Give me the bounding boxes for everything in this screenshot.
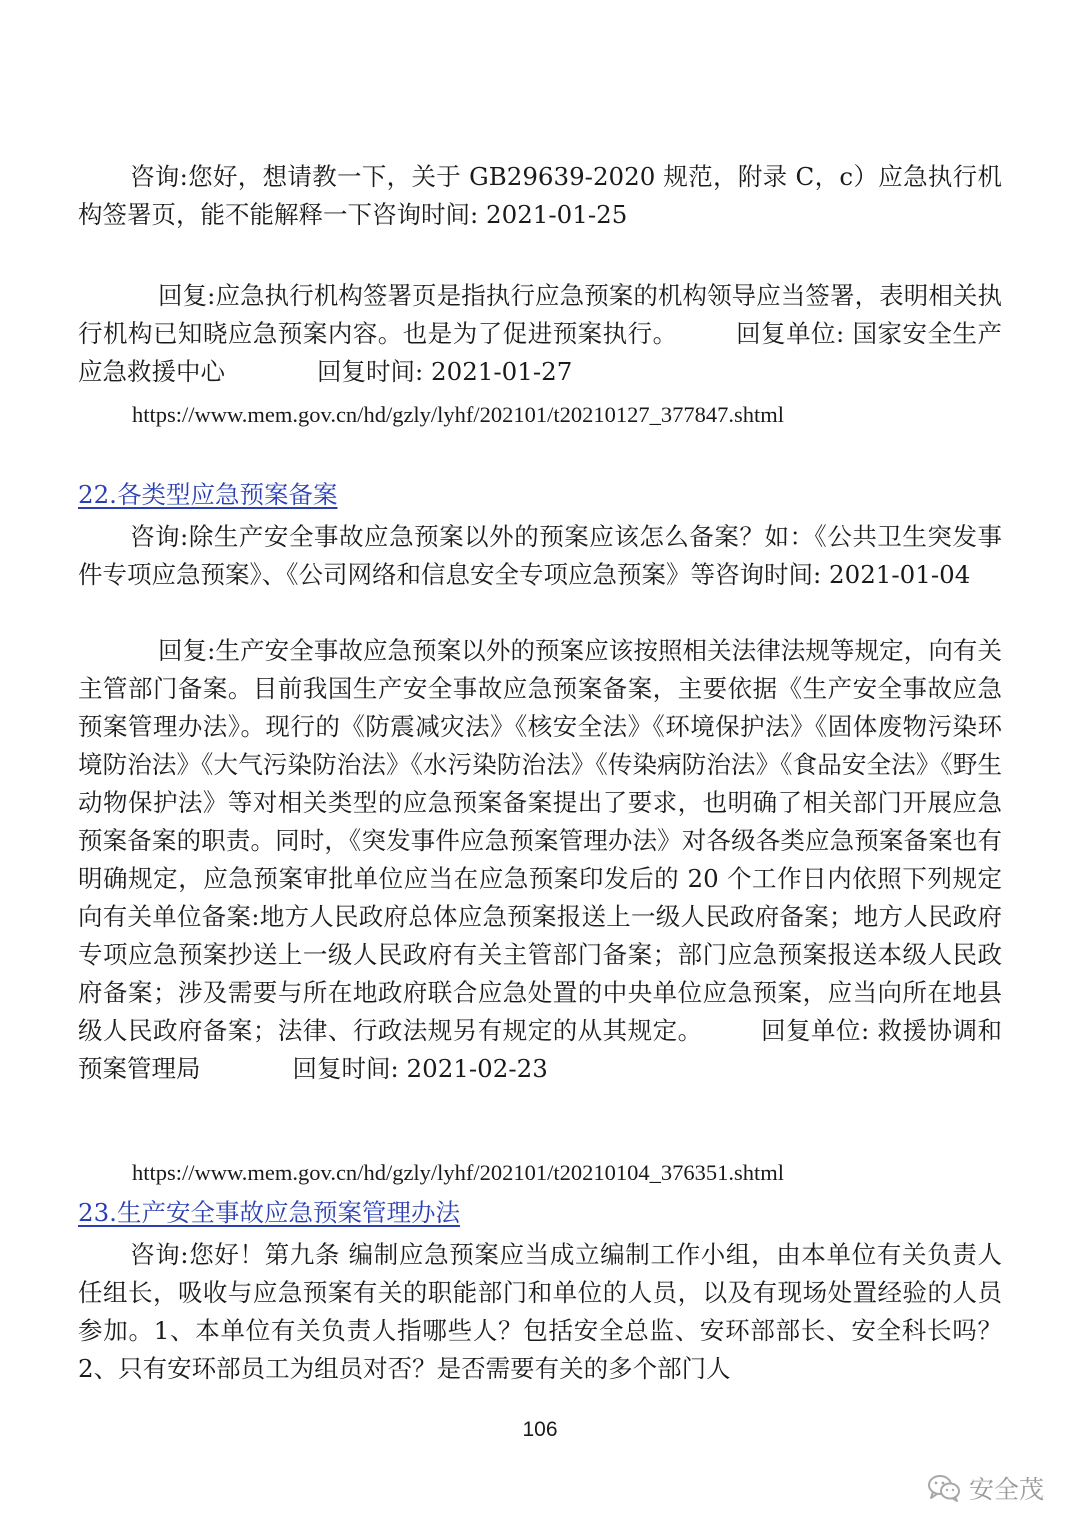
s23-question: 咨询:您好！第九条 编制应急预案应当成立编制工作小组，由本单位有关负责人任组长，吸收与应急预案有关的职能部门和单位的人员，以及有现场处置经验的人员参加。1、本单位有关负责人指哪些人？包括安全总监、安环部部长、安全科长吗？2、只有安环部员工为组员对否？是否需要有关的多个部门人 bbox=[78, 1240, 1002, 1383]
s22-reply: 回复:生产安全事故应急预案以外的预案应该按照相关法律法规等规定，向有关主管部门备案。目前我国生产安全事故应急预案备案，主要依据《生产安全事故应急预案管理办法》。现行的《防震减灾法》《核安全法》《环境保护法》《固体废物污染环境防治法》《大气污染防治法》《水污染防治法》《传染病防治法》《食品安全法》《野生动物保护法》等对相关类型的应急预案备案提出了要求，也明确了相关部门开展应急预案备案的职责。同时，《突发事件应急预案管理办法》对各级各类应急预案备案也有明确规定，应急预案审批单位应当在应急预案印发后的 20 个工作日内依照下列规定向有关单位备案:地方人民政府总体应急预案报送上一级人民政府备案；地方人民政府专项应急预案抄送上一级人民政府有关主管部门备案；部门应急预案报送本级人民政府备案；涉及需要与所在地政府联合应急处置的中央单位应急预案，应当向所在地县级人民政府备案；法律、行政法规另有规定的从其规定。 回复单位: 救援协调和预案管理局 回复时间: 2021-02-23 bbox=[78, 636, 1002, 1083]
s22-question: 咨询:除生产安全事故应急预案以外的预案应该怎么备案？如：《公共卫生突发事件专项应急预案》、《公司网络和信息安全专项应急预案》等咨询时间: 2021-01-04 bbox=[78, 522, 1002, 589]
watermark-text: 安全茂 bbox=[968, 1475, 1044, 1504]
wechat-icon bbox=[927, 1473, 961, 1503]
q21-reply-unit: 回复单位: 国家安全生产应急救援中心 bbox=[78, 319, 1002, 386]
s22-reply-unit: 回复单位: 救援协调和预案管理局 bbox=[78, 1016, 1002, 1083]
watermark bbox=[927, 1470, 1044, 1506]
q21-reply: 回复:应急执行机构签署页是指执行应急预案的机构领导应当签署，表明相关执行机构已知晓应急预案内容。也是为了促进预案执行。 回复单位: 国家安全生产应急救援中心 回复时间: 2021-01-27 bbox=[78, 281, 1002, 386]
section-22-heading[interactable]: 22.各类型应急预案备案 bbox=[78, 480, 338, 509]
section-23-heading[interactable]: 23.生产安全事故应急预案管理办法 bbox=[78, 1198, 460, 1227]
q21-url[interactable]: https://www.mem.gov.cn/hd/gzly/lyhf/202101/t20210127_377847.shtml bbox=[132, 402, 785, 427]
page-number: 106 bbox=[522, 1418, 558, 1441]
q21-reply-time: 回复时间: 2021-01-27 bbox=[317, 357, 573, 386]
q21-question: 咨询:您好，想请教一下，关于 GB29639-2020 规范，附录 C，c）应急执行机构签署页，能不能解释一下咨询时间: 2021-01-25 bbox=[78, 162, 1002, 229]
s22-url[interactable]: https://www.mem.gov.cn/hd/gzly/lyhf/202101/t20210104_376351.shtml bbox=[132, 1160, 785, 1185]
s22-reply-time: 回复时间: 2021-02-23 bbox=[292, 1054, 548, 1083]
